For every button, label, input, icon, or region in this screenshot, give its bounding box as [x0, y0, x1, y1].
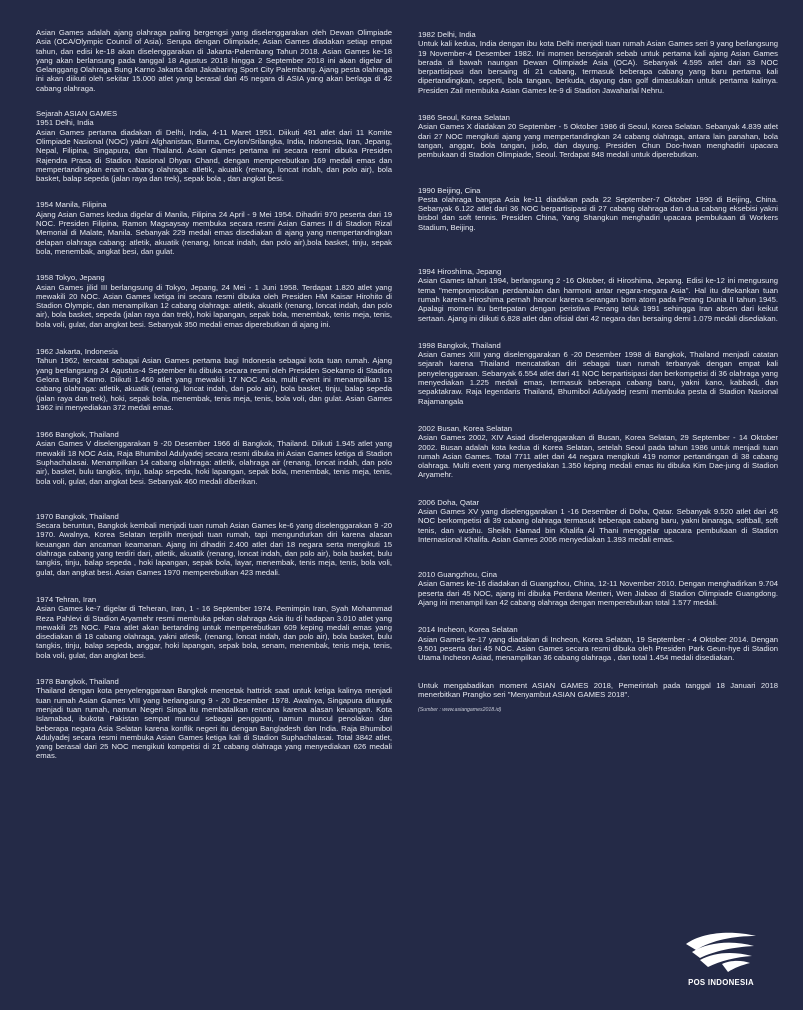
item-text: Secara beruntun, Bangkok kembali menjadi tuan rumah Asian Games ke-6 yang diselenggarakan 9 -20 1970. Awalnya, Korea Selatan terpilih menjadi tuan rumah, tapi mengundurkan diri karena alasan keuangan dan ancaman keamanan. Ajang ini dihadiri 2.400 atlet dari 18 negara serta mengikuti 15 olahraga cabang yang terdiri dari, atletik, akuatik (renang, loncat indah, dan polo air), bola basket, bulu tangkis, tinju, balap sepeda , hoki lapangan, sepak bola, layar, menembak, tenis meja, tenis, bola voli, gulat, dan angkat besi. Asian Games 1970 memperebutkan 423 medali. [36, 521, 392, 577]
item-title: 1954 Manila, Filipina [36, 200, 107, 210]
history-item-1970 [36, 512, 392, 577]
history-item-1974 [36, 595, 392, 660]
brand-name: POS INDONESIA [688, 978, 754, 987]
history-item-2010 [418, 570, 778, 607]
item-text: Tahun 1962, tercatat sebagai Asian Games pertama bagi Indonesia sebagai kota tuan rumah. Ajang yang berlangsung 24 Agustus-4 September itu dibuka secara resmi oleh Presiden Soekarno di Stadion Gelora Bung Karno. Diikuti 1.460 atlet yang mewakili 17 NOC Asia, multi event ini menampilkan 13 cabang olahraga: atletik, akuatik (renang, loncat indah, dan polo air), bola basket, tinju, balap sepeda (jalan raya dan trek), hoki, sepak bola, menembak, tenis meja, tenis, bola voli, dan gulat. Asian Games 1962 ini menyediakan 372 medali emas. [36, 356, 392, 412]
item-title: 1990 Beijing, Cina [418, 185, 481, 195]
item-text: Untuk kali kedua, India dengan ibu kota Delhi menjadi tuan rumah Asian Games seri 9 yang berlangsung 19 November-4 Desember 1982. Ini momen bersejarah sebab untuk pertama kali ajang Asian Games berada di bawah naungan Dewan Olimpiade Asia (OCA). Sebanyak 4.595 atlet dari 33 NOC berpartisipasi dan bersaing di 21 cabang, termasuk beberapa cabang yang baru pertama kali dipertandingkan, seperti, bola tangan, berkuda, dayung dan golf dimasukkan untuk pertama kalinya. Presiden Zail membuka Asian Games ke-9 di Stadion Jawaharlal Nehru. [418, 39, 778, 95]
pos-indonesia-logo [666, 930, 776, 996]
history-item-2002 [418, 424, 778, 480]
item-title: 1966 Bangkok, Thailand [36, 430, 119, 440]
intro-paragraph: Asian Games adalah ajang olahraga paling bergengsi yang diselenggarakan oleh Dewan Olimpiade Asia (OCA/Olympic Council of Asia). Serupa dengan Olimpiade, Asian Games diadakan setiap empat tahun, dan edisi ke-18 akan diselenggarakan di Jakarta-Palembang Tahun 2018. Asian Games ke-18 yang akan berlansung pada tanggal 18 Agustus 2018 hingga 2 September 2018 ini akan digelar di Gelanggang Olahraga Bung Karno Jakarta dan Jakabaring Sport City Palembang. Ajang pesta olahraga ini akan diikuti oleh sekitar 15.000 atlet yang berasal dari 45 negara di ASIA yang akan berlaga di 42 cabang olahraga. [36, 28, 392, 93]
item-title: 1958 Tokyo, Jepang [36, 273, 105, 283]
item-title: 1974 Tehran, Iran [36, 594, 97, 604]
item-text: Asian Games tahun 1994, berlangsung 2 -16 Oktober, di Hiroshima, Jepang. Edisi ke-12 ini mengusung tema "mempromosikan perdamaian dan harmoni antar negara-negara Asia". Hal itu ditekankan tuan rumah karena Hiroshima pernah hancur karena serangan bom atom pada Perang Dunia II tahun 1945. Apalagi momen itu bertepatan dengan peristiwa Perang teluk 1991 sehingga Iran absen dari keikut sertaan. Ajang ini diikuti 6.828 atlet dan ofisial dari 42 negara dan bersaing demi 1.079 medali disediakan. [418, 276, 778, 323]
item-text: Asian Games jilid III berlangsung di Tokyo, Jepang, 24 Mei - 1 Juni 1958. Terdapat 1.820 atlet yang mewakili 20 NOC. Asian Games ketiga ini secara resmi dibuka oleh Presiden HM Kaisar Hirohito di Stadion Olympic, dan menampilkan 12 cabang olahraga: atletik, akuatik (renang, loncat indah, dan polo air), bola basket, sepeda (jalan raya dan trek), hoki lapangan, sepak bola, menembak, tenis meja, tenis, bola voli, gulat, dan angkat besi. Sebanyak 350 medali emas diperebutkan di ajang ini. [36, 282, 392, 329]
item-text: Pesta olahraga bangsa Asia ke-11 diadakan pada 22 September-7 Oktober 1990 di Beijing, China. Sebanyak 6.122 atlet dari 36 NOC berpartisipasi di 27 cabang olahraga dan dua cabang eksebisi yakni bisbol dan soft tennis. Presiden China, Yang Shangkun menghadiri upacara pembukaan di Workers Stadium, Beijing. [418, 194, 778, 232]
item-title: 2014 Incheon, Korea Selatan [418, 625, 518, 635]
item-title: 1962 Jakarta, Indonesia [36, 347, 119, 357]
history-item-1978 [36, 677, 392, 761]
item-title: 1970 Bangkok, Thailand [36, 511, 119, 521]
item-text: Asian Games ke-16 diadakan di Guangzhou, China, 12-11 November 2010. Dengan menghadirkan 9.704 peserta dari 45 NOC, ajang ini dibuka Perdana Menteri, Wen Jiabao di Stadion Olimpiade Guangdong. Ajang ini menampil kan 42 cabang olahraga dengan memperebutkan total 1.577 medali. [418, 579, 778, 608]
history-heading: Sejarah ASIAN GAMES [36, 109, 118, 119]
item-title: 2002 Busan, Korea Selatan [418, 423, 513, 433]
history-item-1966 [36, 430, 392, 486]
history-item-2006 [418, 498, 778, 544]
closing-paragraph: Untuk mengabadikan moment ASIAN GAMES 2018, Pemerintah pada tanggal 18 Januari 2018 menerbitkan Prangko seri "Menyambut ASIAN GAMES 2018". [418, 680, 778, 699]
item-text: Thailand dengan kota penyelenggaraan Bangkok mencetak hattrick saat untuk ketiga kalinya menjadi tuan rumah Asian Games VIII yang berlangsung 9 - 20 Desember 1978. Awalnya, Singapura ditunjuk menjadi tuan rumah, namun Negeri Singa itu membatalkan rencana karena alasan keuangan. Kota Islamabad, ibukota Pakistan sempat muncul sebagai pengganti, namun muncul penolakan dari beberapa negara Asia Selatan karena konflik negeri itu dengan Bangladesh dan India. Raja Bhumibol Adulyadej secara resmi membuka Asian Games ketiga kali di Stadion Suphachalasai. Total 3842 atlet, yang berasal dari 25 NOC mengikuti kompetisi di 21 cabang olahraga yang menyediakan 626 medali emas. [36, 686, 392, 761]
item-text: Asian Games X diadakan 20 September - 5 Oktober 1986 di Seoul, Korea Selatan. Sebanyak 4.839 atlet dari 27 NOC mengikuti ajang yang mempertandingkan 24 cabang olahraga, antara lain panahan, bola tangan, anggar, bola tangan, judo, dan dayung. Presiden Chun Doo-hwan menghadiri upacara pembukaan di Stadion Olimpiade, Seoul. Terdapat 848 medali untuk diperebutkan. [418, 122, 778, 160]
item-text: Asian Games XIII yang diselenggarakan 6 -20 Desember 1998 di Bangkok, Thailand menjadi catatan sejarah karena Thailand mencatatkan diri sebagai tuan rumah terbanyak dengan empat kali penyelenggaraan. Sebanyak 6.554 atlet dari 41 NOC berpartisipasi dan berkompetisi di 36 olahraga yang menyediakan 1.225 medali emas, termasuk beberapa cabang baru, yakni kano, kabbadi, dan sepaktakraw. Raja legendaris Thailand, Bhumibol Adulyadej resmi membuka pesta di Stadion Nasional Rajamangala [418, 350, 778, 406]
item-text: Asian Games 2002, XIV Asiad diselenggarakan di Busan, Korea Selatan, 29 September - 14 Oktober 2002. Busan adalah kota kedua di Korea Selatan, setelah Seoul pada tahun 1986 untuk menjadi tuan rumah Asian Games. Total 7711 atlet dari 44 negara mengikuti 419 nomor pertandingan di 38 cabang olahraga. Multi event yang menyediakan 1.350 keping medali emas itu dibuka Kim Dae-jung di Stadion Aryamehr. [418, 433, 778, 480]
source-note: (Sumber : www.asiangames2018.id) [418, 707, 502, 714]
history-item-2014 [418, 625, 778, 662]
item-text: Asian Games ke-17 yang diadakan di Incheon, Korea Selatan, 19 September - 4 Oktober 2014. Dengan 9.501 peserta dari 45 NOC. Asian Games secara resmi dibuka oleh Presiden Park Geun-hye di Stadion Utama Incheon Asiad, menampilkan 36 cabang olahraga , dan total 1.454 medali disediakan. [418, 634, 778, 663]
item-text: Ajang Asian Games kedua digelar di Manila, Filipina 24 April - 9 Mei 1954. Dihadiri 970 peserta dari 19 NOC. Presiden Filipina, Ramon Magsaysay membuka secara resmi Asian Games II di Stadion Rizal Memorial di Malate, Manila. Sebanyak 229 medali emas disediakan di ajang yang mempertandingkan delapan olahraga cabang: atletik, akuatik (renang, loncat indah, dan polo air),bola basket, tinju, sepak bola, menembak, angkat besi, dan gulat. [36, 209, 392, 256]
item-title: 1994 Hiroshima, Jepang [418, 267, 502, 277]
history-item-1994 [418, 267, 778, 323]
item-text: Asian Games V diselenggarakan 9 -20 Desember 1966 di Bangkok, Thailand. Diikuti 1.945 atlet yang mewakili 18 NOC Asia, Raja Bhumibol Adulyadej secara resmi dibuka ini Asian Games ketiga di Stadion Suphachalasai. Menampilkan 14 cabang olahraga: atletik, olahraga air (renang, loncat indah, dan polo air), basket, bulu tangkis, tinju, balap sepeda, hoki lapangan, sepak bola, menembak, tenis meja, tenis, bola voli, gulat, dan angkat besi. Sebanyak 460 medali diberikan. [36, 439, 392, 486]
item-title: 1998 Bangkok, Thailand [418, 340, 501, 350]
item-title: 2006 Doha, Qatar [418, 497, 480, 507]
history-item-1986 [418, 113, 778, 159]
left-column [36, 28, 392, 761]
item-title: 1978 Bangkok, Thailand [36, 677, 119, 687]
item-title: 2010 Guangzhou, Cina [418, 570, 498, 580]
right-column [418, 30, 778, 719]
item-text: Asian Games ke-7 digelar di Teheran, Iran, 1 - 16 September 1974. Pemimpin Iran, Syah Mohammad Reza Pahlevi di Stadion Aryamehr resmi membuka pekan olahraga Asia itu di hadapan 3.010 atlet yang mewakili 25 NOC. Para atlet akan bertanding untuk memperebutkan 609 keping medali emas yang disediakan di 18 cabang olahraga, yakni atletik, (renang, loncat indah, dan polo air), bola basket, bulu tangkis, tinju, balap sepeda, anggar, hoki lapangan, sepak bola, senam, menembak, tenis meja, tenis, bola voli, gulat, dan angkat besi. [36, 604, 392, 660]
history-item-1958 [36, 273, 392, 329]
item-title: 1982 Delhi, India [418, 30, 476, 39]
history-item-1951 [36, 118, 392, 183]
bird-emblem-icon [682, 930, 760, 976]
history-item-1954 [36, 200, 392, 256]
item-title: 1986 Seoul, Korea Selatan [418, 113, 510, 123]
history-item-1982 [418, 30, 778, 95]
history-item-1962 [36, 347, 392, 412]
item-title: 1951 Delhi, India [36, 118, 94, 128]
item-text: Asian Games pertama diadakan di Delhi, India, 4-11 Maret 1951. Diikuti 491 atlet dari 11 Komite Olimpiade Nasional (NOC) yakni Afghanistan, Burma, Ceylon/Srilangka, India, Indonesia, Iran, Jepang, Nepal, Filipina, Singapura, dan Thailand. Asian Games pertama ini secara resmi dibuka Presiden Rajendra Prasa di Stadion Nasional Dhyan Chand, dengan memperebutkan 169 medali emas dan mempertandingkan enam cabang olahraga: atletik, akuatik (renang, loncat indah, dan polo air), bola basket, balap sepeda (jalan raya dan trek), sepak bola , dan angkat besi. [36, 127, 392, 184]
history-item-1998 [418, 341, 778, 406]
history-item-1990 [418, 186, 778, 232]
item-text: Asian Games XV yang diselenggarakan 1 -16 Desember di Doha, Qatar. Sebanyak 9.520 atlet dari 45 NOC berkompetisi di 39 cabang olahraga termasuk beberapa cabang baru, yakni binaraga, softball, soft tenis, dan wushu. Sheikh Hamad bin Khalifa Al Thani menggelar upacara pembukaan di Stadion Internasional Khalifa. Asian Games 2006 menyediakan 1.393 medali emas. [418, 506, 778, 544]
